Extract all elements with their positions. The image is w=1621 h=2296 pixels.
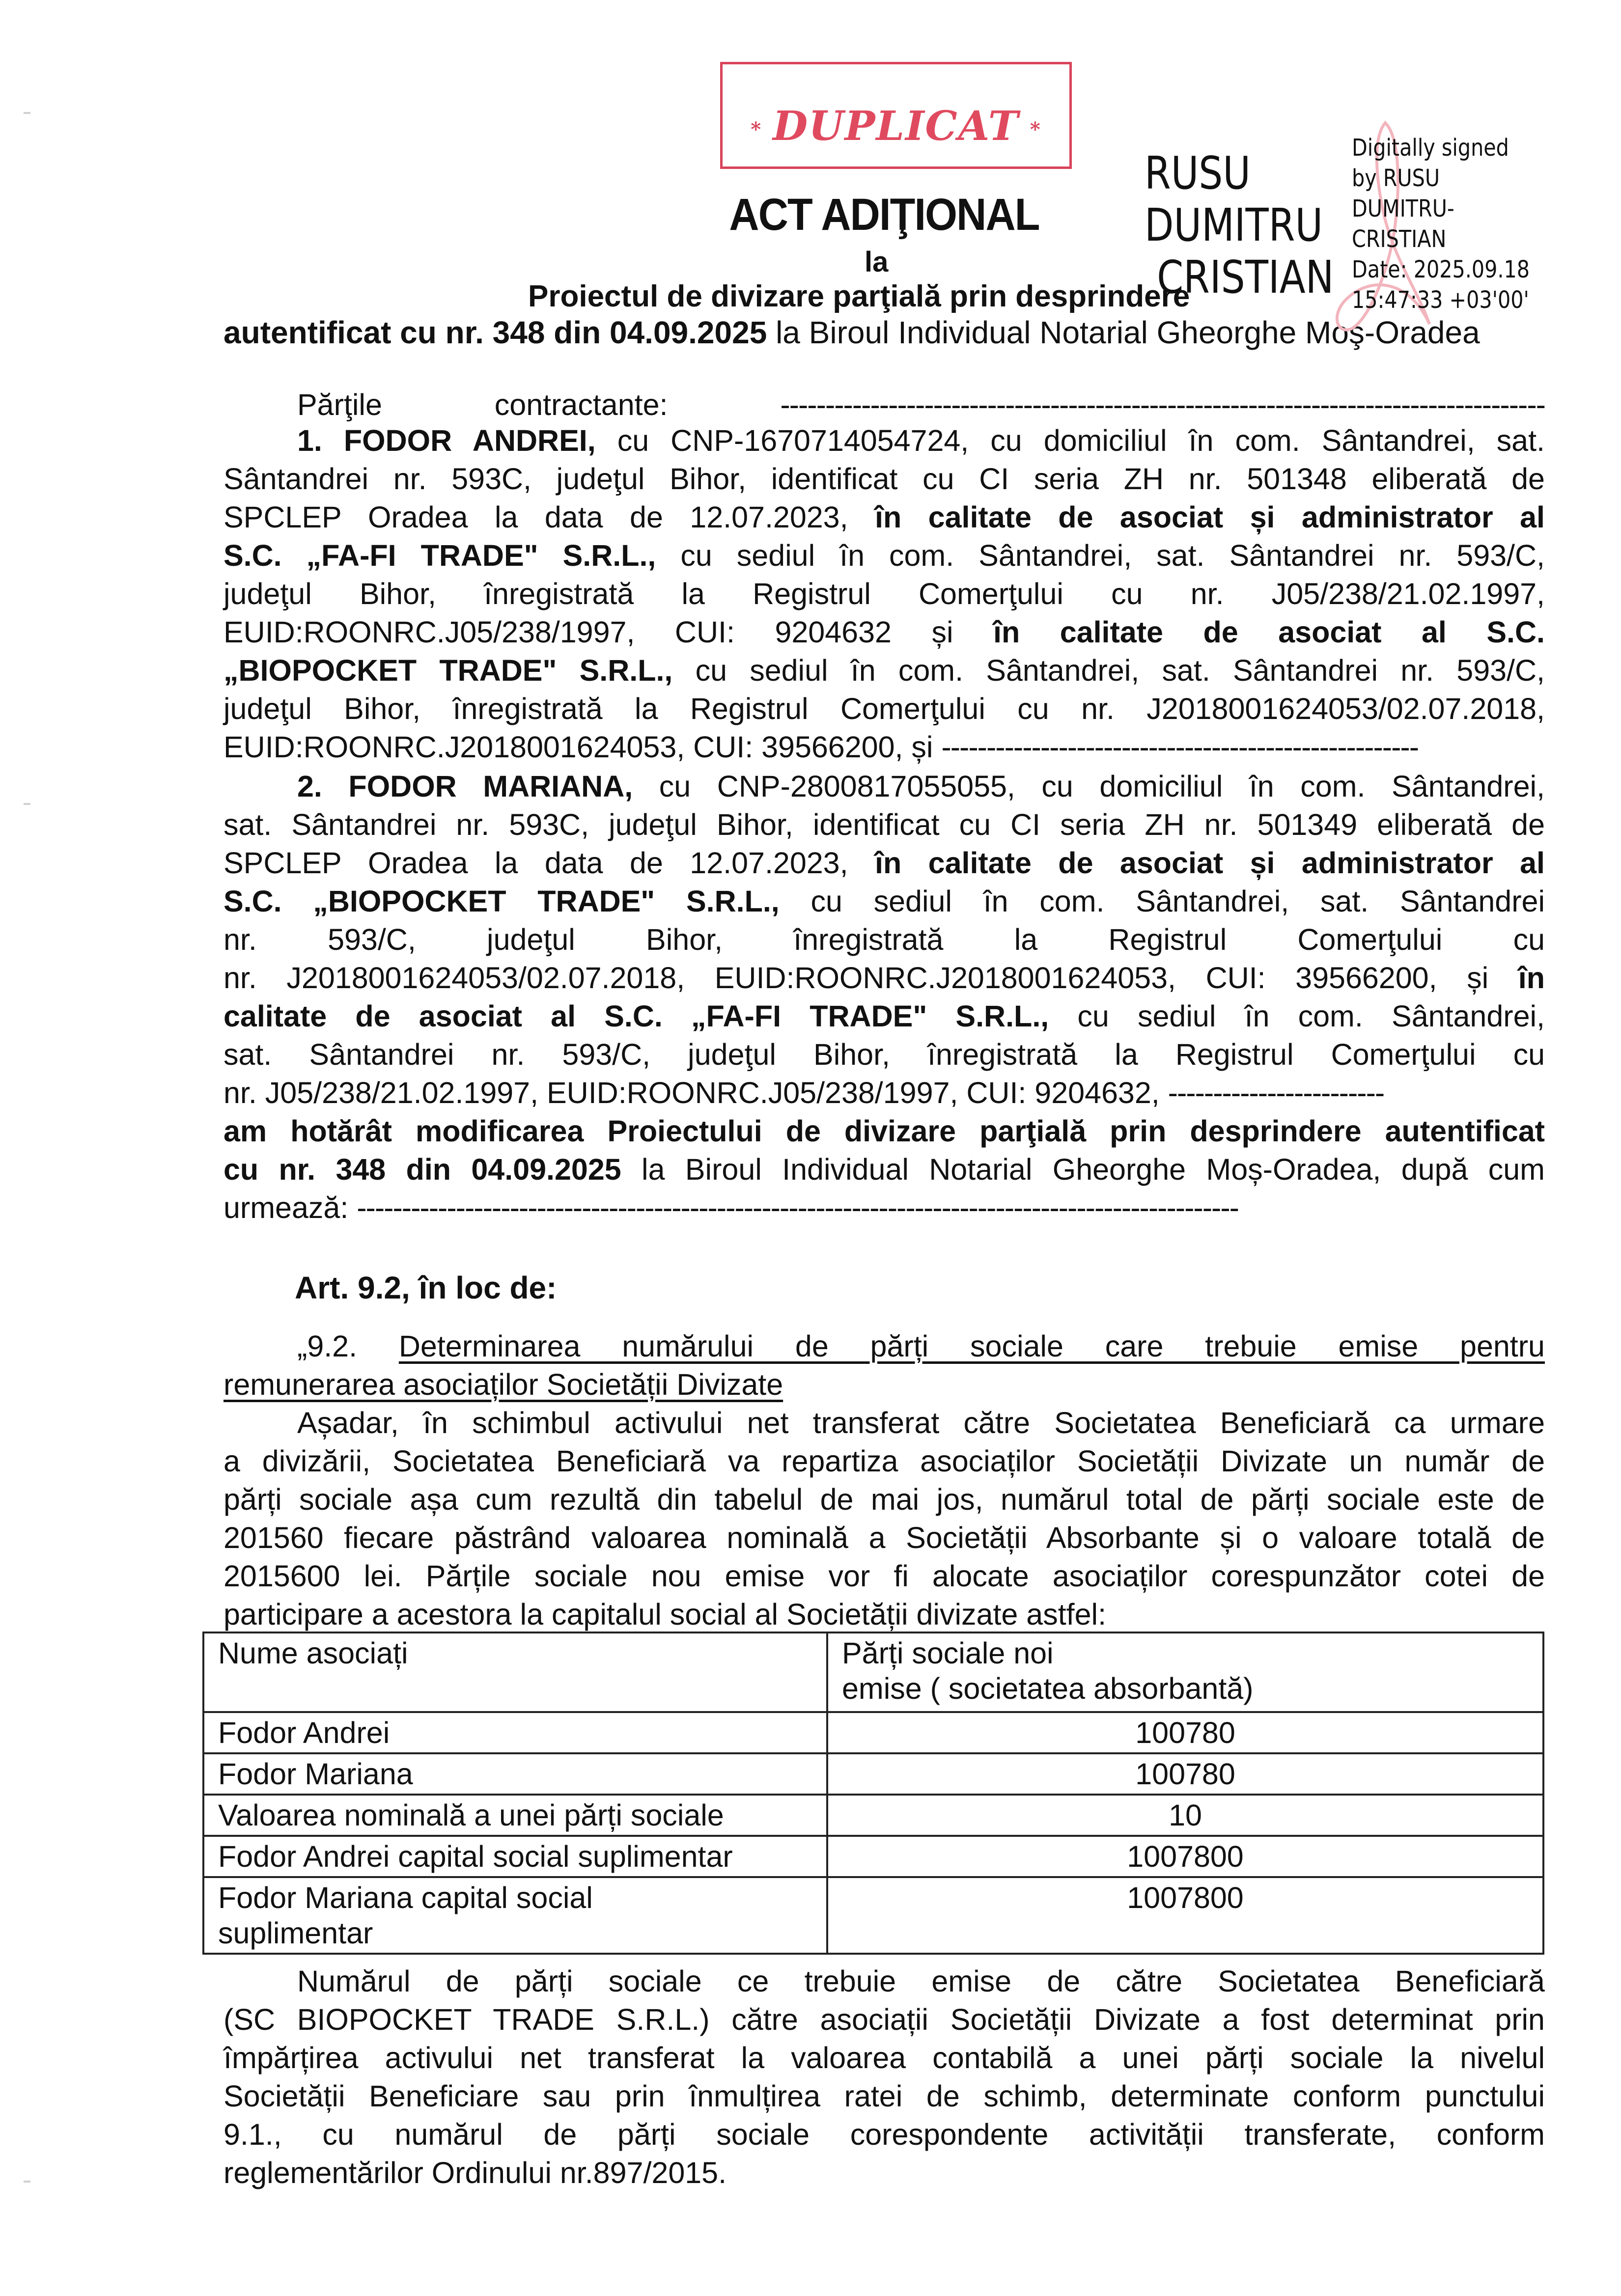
dash-filler: ------------------------ — [1168, 1076, 1384, 1109]
party2-line: sat. Sântandrei nr. 593C, judeţul Bihor, identificat cu CI seria ZH nr. 501349 eliberată de — [224, 808, 1545, 841]
scan-mark — [24, 2181, 30, 2183]
header-line: emise ( societatea absorbantă) — [842, 1672, 1254, 1705]
party2-line: nr. 593/C, judeţul Bihor, înregistrată la Registrul Comerţului cu — [224, 923, 1545, 956]
party1-line — [224, 651, 1545, 690]
decision-line — [224, 1112, 1545, 1150]
name-cell: Fodor Andrei capital social suplimentar — [203, 1836, 827, 1877]
signature-date: Date: 2025.09.18 — [1352, 256, 1530, 283]
party2-text: cu CNP-2800817055055, cu domiciliul în com. Sântandrei, — [633, 770, 1545, 803]
party1-name: 1. FODOR ANDREI, — [297, 424, 596, 457]
paragraph-line: Numărul de părți sociale ce trebuie emise de către Societatea Beneficiară — [297, 1964, 1545, 1998]
value-cell: 10 — [827, 1795, 1543, 1836]
star-icon: * — [1030, 118, 1041, 141]
party1-line — [224, 728, 1545, 766]
decision-text: am hotărât modificarea Proiectului de divizare parţială prin desprindere autentificat — [224, 1114, 1545, 1148]
scan-mark — [24, 112, 30, 114]
signature-time: 15:47:33 +03'00' — [1352, 286, 1529, 314]
paragraph-line: Societății Beneficiare sau prin înmulțirea ratei de schimb, determinate conform punctului — [224, 2079, 1545, 2113]
dash-filler: ----------------------------------------------------- — [941, 730, 1419, 764]
signer-name-line: RUSU — [1145, 147, 1251, 199]
notary-office: la Biroul Individual Notarial Gheorghe Moş-Oradea — [767, 315, 1480, 350]
parties-heading-text: Părţile contractante: — [297, 388, 668, 421]
scan-mark — [24, 803, 30, 805]
party1-text: EUID:ROONRC.J2018001624053, CUI: 39566200, și — [224, 730, 933, 764]
party2-line — [224, 844, 1545, 882]
party2-text: SPCLEP Oradea la data de 12.07.2023, — [224, 846, 875, 880]
paragraph-line: (SC BIOPOCKET TRADE S.R.L.) către asociații Societății Divizate a fost determinat prin — [224, 2003, 1545, 2036]
party2-name: 2. FODOR MARIANA, — [297, 770, 633, 803]
party1-role: în calitate de asociat și administrator al — [875, 500, 1545, 534]
party2-text: nr. J05/238/21.02.1997, EUID:ROONRC.J05/238/1997, CUI: 9204632, — [224, 1076, 1160, 1109]
signature-detail-line: Digitally signed — [1352, 134, 1509, 162]
party1-line — [224, 421, 1545, 460]
table-row — [203, 1795, 1543, 1836]
name-cell: Valoarea nominală a unei părți sociale — [203, 1795, 827, 1836]
value-cell: 100780 — [827, 1712, 1543, 1753]
signature-detail-line: CRISTIAN — [1352, 225, 1447, 253]
table-row — [203, 1712, 1543, 1753]
party1-role: în calitate de asociat al S.C. — [993, 615, 1545, 649]
signature-detail-line: by RUSU — [1352, 165, 1440, 192]
paragraph-line: reglementărilor Ordinului nr.897/2015. — [224, 2156, 727, 2189]
star-icon: * — [751, 118, 762, 141]
article-number: „9.2. — [297, 1329, 358, 1363]
party2-role: în — [1518, 961, 1545, 995]
article-subtitle — [224, 1327, 1545, 1365]
name-cell: Fodor Andrei — [203, 1712, 827, 1753]
name-cell — [203, 1877, 827, 1954]
auth-number: autentificat cu nr. 348 din 04.09.2025 — [224, 315, 767, 350]
project-title: Proiectul de divizare parţială prin desprindere — [528, 279, 1190, 313]
paragraph-line: împărțirea activului net transferat la valoarea contabilă a unei părți sociale la nivelul — [224, 2041, 1545, 2075]
article-heading: Art. 9.2, în loc de: — [295, 1270, 557, 1305]
party1-text: cu sediul în com. Sântandrei, sat. Sântandrei nr. 593/C, — [656, 539, 1545, 572]
party1-text: cu sediul în com. Sântandrei, sat. Sântandrei nr. 593/C, — [672, 654, 1545, 687]
party1-text: SPCLEP Oradea la data de 12.07.2023, — [224, 500, 875, 534]
signature-detail-line: DUMITRU- — [1352, 195, 1454, 222]
signer-name-line: DUMITRU — [1145, 199, 1323, 251]
paragraph-line: părți sociale așa cum rezultă din tabelul de mai jos, numărul total de părți sociale este de — [224, 1483, 1545, 1516]
party2-line: sat. Sântandrei nr. 593/C, judeţul Bihor, înregistrată la Registrul Comerţului cu — [224, 1038, 1545, 1071]
duplicate-stamp — [720, 62, 1072, 169]
party2-text: cu sediul în com. Sântandrei, sat. Sântandrei — [779, 885, 1545, 918]
paragraph-line: 9.1., cu numărul de părți sociale corespondente activității transferate, conform — [224, 2118, 1545, 2151]
decision-text: la Biroul Individual Notarial Gheorghe Moș-Oradea, după cum — [621, 1153, 1545, 1186]
signer-name — [1145, 147, 1334, 304]
party1-line: judeţul Bihor, înregistrată la Registrul Comerţului cu nr. J2018001624053/02.07.2018, — [224, 692, 1545, 725]
title-la: la — [865, 246, 889, 278]
document-title: ACT ADIŢIONAL — [729, 190, 1039, 240]
party2-line — [224, 1074, 1545, 1112]
company-biopocket: S.C. „BIOPOCKET TRADE" S.R.L., — [224, 885, 780, 918]
header-cell — [827, 1632, 1543, 1712]
party2-text: cu sediul în com. Sântandrei, — [1049, 999, 1545, 1033]
value-cell: 100780 — [827, 1753, 1543, 1795]
table-row — [203, 1836, 1543, 1877]
company-biopocket: „BIOPOCKET TRADE" S.R.L., — [224, 654, 673, 687]
paragraph-line: a divizării, Societatea Beneficiară va repartiza asociaților Societății Divizate un număr de — [224, 1444, 1545, 1478]
paragraph-line: 201560 fiecare păstrând valoarea nominală a Societății Absorbante și o valoare totală de — [224, 1521, 1545, 1554]
name-line: suplimentar — [218, 1916, 373, 1950]
party2-text: nr. J2018001624053/02.07.2018, EUID:ROONRC.J2018001624053, CUI: 39566200, și — [224, 961, 1518, 995]
paragraph-line: Așadar, în schimbul activului net transferat către Societatea Beneficiară ca urmare — [297, 1406, 1545, 1439]
party1-line — [224, 536, 1545, 575]
dash-filler: -------------------------------------------------------------------------------------------------- — [357, 1191, 1238, 1224]
dash-filler: ------------------------------------------------------------------------------------- — [780, 388, 1545, 421]
party1-line: judeţul Bihor, înregistrată la Registrul Comerţului cu nr. J05/238/21.02.1997, — [224, 577, 1545, 610]
table-header-row — [203, 1632, 1543, 1712]
party2-line — [224, 767, 1545, 805]
paragraph-line: 2015600 lei. Părțile sociale nou emise vor fi alocate asociaților corespunzător cotei de — [224, 1559, 1545, 1593]
party2-line — [224, 959, 1545, 997]
article-subtitle — [224, 1365, 1545, 1404]
stamp-text: DUPLICAT — [773, 103, 1019, 150]
party1-text: EUID:ROONRC.J05/238/1997, CUI: 9204632 și — [224, 615, 994, 649]
name-cell: Fodor Mariana — [203, 1753, 827, 1795]
table-row — [203, 1753, 1543, 1795]
decision-text: urmează: — [224, 1191, 349, 1224]
parties-heading — [224, 386, 1545, 424]
party1-line — [224, 613, 1545, 651]
signer-name-line: CRISTIAN — [1157, 251, 1334, 304]
signature-details — [1352, 133, 1530, 315]
header-cell: Nume asociați — [203, 1632, 827, 1712]
name-line: Fodor Mariana capital social — [218, 1881, 593, 1914]
party1-line: Sântandrei nr. 593C, judeţul Bihor, identificat cu CI seria ZH nr. 501348 eliberată de — [224, 462, 1545, 496]
value-cell: 1007800 — [827, 1836, 1543, 1877]
article-title: remunerarea asociaților Societății Divizate — [224, 1368, 783, 1401]
party2-role: calitate de asociat al S.C. „FA-FI TRADE" S.R.L., — [224, 999, 1049, 1033]
article-title: Determinarea numărului de părți sociale care trebuie emise pentru — [398, 1329, 1545, 1363]
stamp-label — [723, 103, 1069, 150]
decision-line — [224, 1189, 1545, 1227]
value-cell: 1007800 — [827, 1877, 1543, 1954]
paragraph-line: participare a acestora la capitalul social al Societății divizate astfel: — [224, 1598, 1107, 1631]
decision-line — [224, 1150, 1545, 1189]
party2-role: în calitate de asociat și administrator al — [875, 846, 1545, 880]
party2-line — [224, 997, 1545, 1035]
authentication-line — [224, 314, 1480, 351]
decision-auth: cu nr. 348 din 04.09.2025 — [224, 1153, 621, 1186]
header-line: Părți sociale noi — [842, 1636, 1054, 1670]
shares-table — [202, 1632, 1544, 1955]
company-fafi: S.C. „FA-FI TRADE" S.R.L., — [224, 539, 656, 572]
table-row — [203, 1877, 1543, 1954]
party1-text: cu CNP-1670714054724, cu domiciliul în com. Sântandrei, sat. — [595, 424, 1545, 457]
party1-line — [224, 498, 1545, 536]
party2-line — [224, 882, 1545, 920]
